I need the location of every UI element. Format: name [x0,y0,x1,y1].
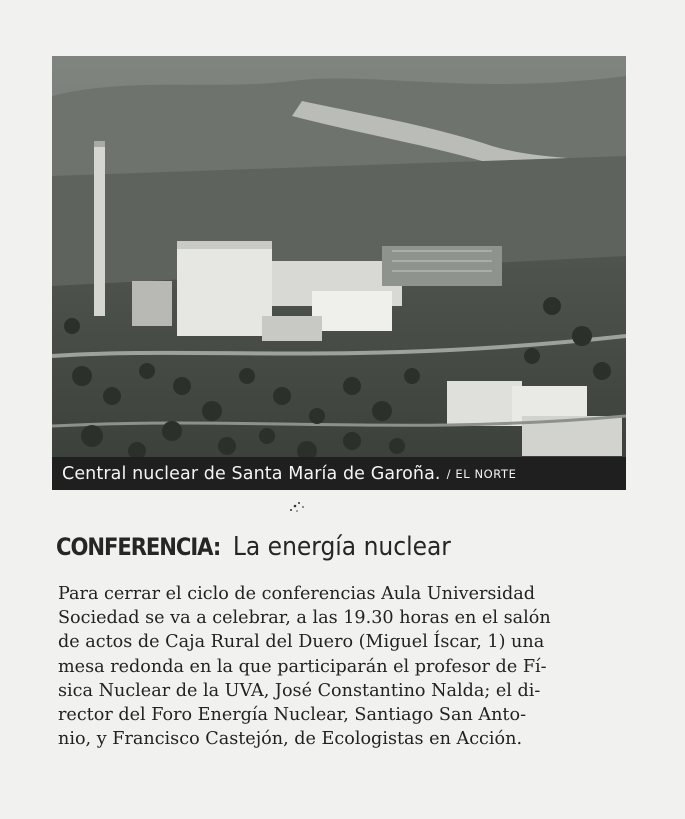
body-line: rector del Foro Energía Nuclear, Santiago San Anto- [58,704,527,725]
photo-caption: Central nuclear de Santa María de Garoña. [62,463,441,484]
headline-kicker: CONFERENCIA: [56,533,221,561]
photo-credit: / EL NORTE [446,466,517,481]
body-line: mesa redonda en la que participarán el profesor de Fí- [58,656,547,677]
article-headline [56,530,636,564]
power-plant-photo [52,56,626,490]
body-line: sica Nuclear de la UVA, José Constantino Nalda; el di- [58,680,541,701]
body-line: de actos de Caja Rural del Duero (Miguel Íscar, 1) una [58,632,545,653]
news-photo [52,56,626,490]
headline-title: La energía nuclear [232,532,451,562]
photo-caption-bar [52,457,626,490]
body-line: Para cerrar el ciclo de conferencias Aula Universidad [58,584,536,604]
body-line: Sociedad se va a celebrar, a las 19.30 horas en el salón [58,608,551,629]
body-line: nio, y Francisco Castejón, de Ecologistas en Acción. [58,729,523,750]
article-body [58,582,640,751]
print-speckle [285,498,315,518]
